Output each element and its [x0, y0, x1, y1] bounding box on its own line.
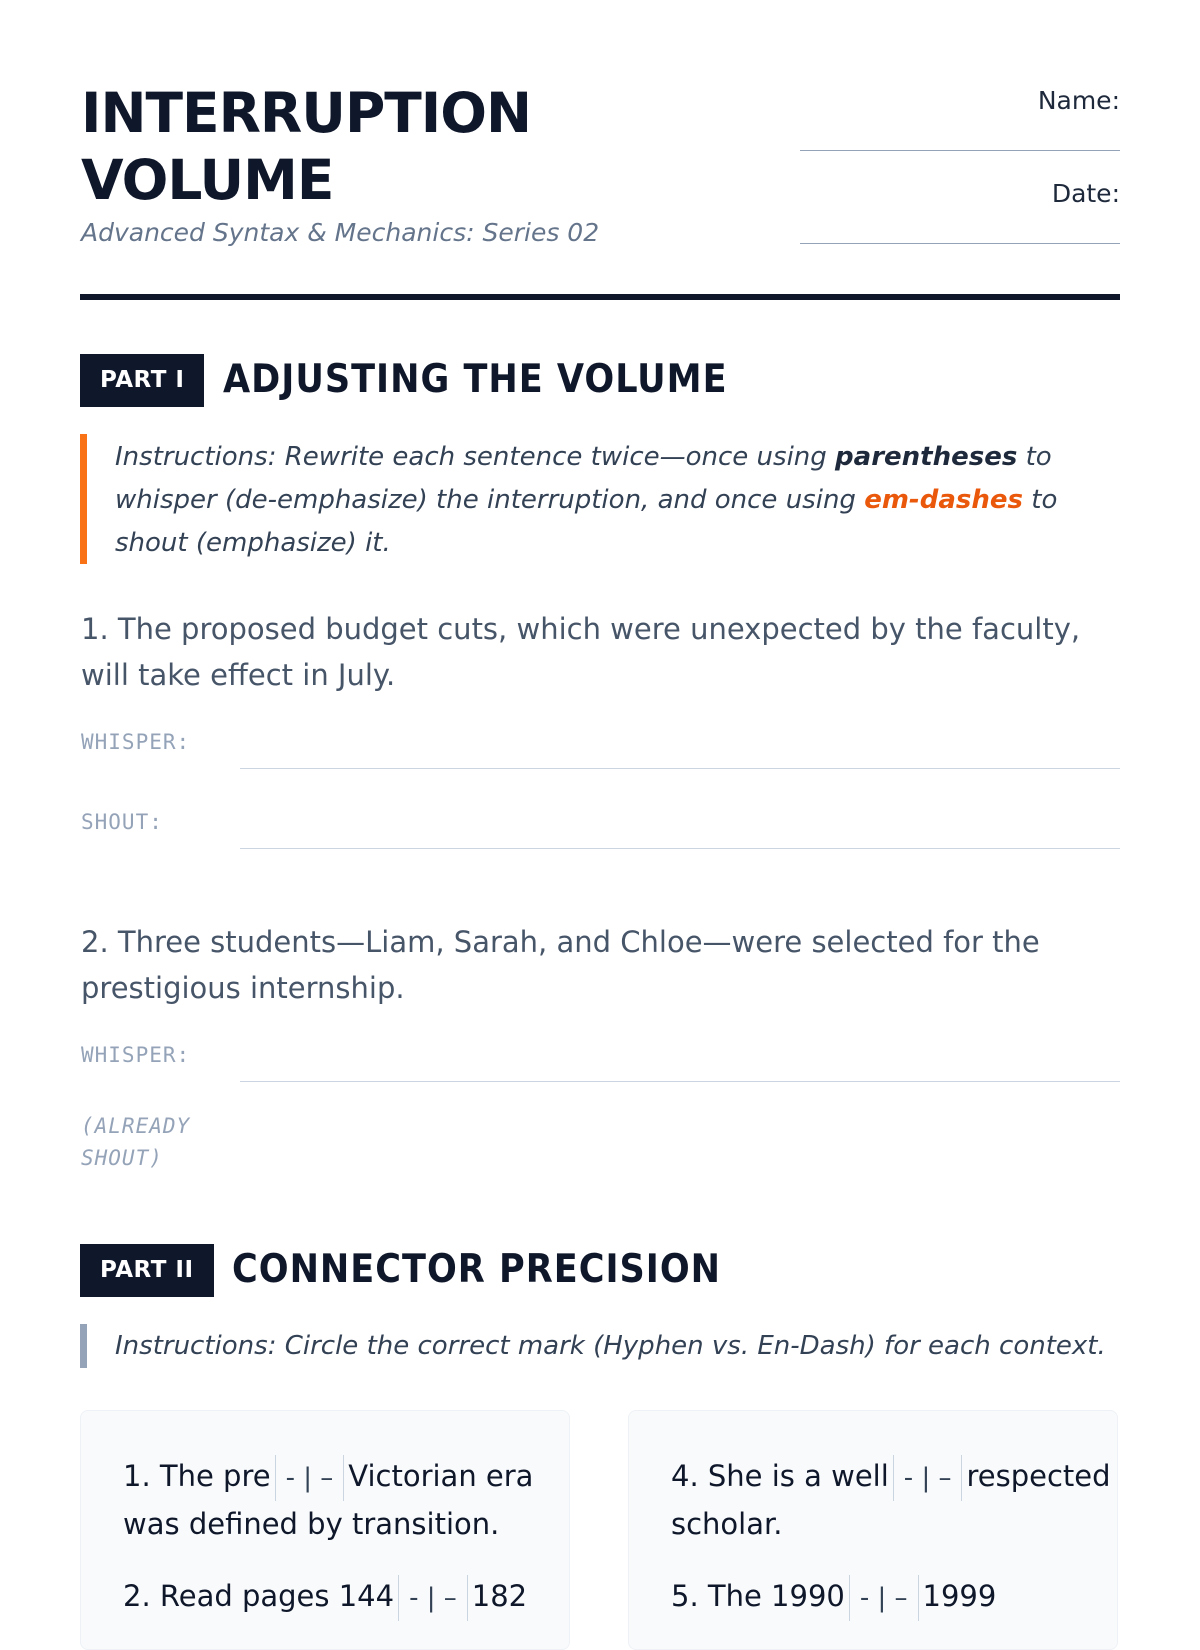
part-2-badge: PART II — [80, 1244, 214, 1297]
title-line-1: INTERRUPTION — [81, 81, 532, 145]
part-1-title: ADJUSTING THE VOLUME — [223, 357, 728, 402]
question-2-whisper-label: WHISPER: — [81, 1043, 191, 1067]
name-field-line[interactable] — [800, 150, 1120, 151]
question-2-already-shout-note: (ALREADY SHOUT) — [81, 1114, 191, 1170]
date-field-line[interactable] — [800, 243, 1120, 244]
connector-item-1 — [123, 1453, 563, 1547]
item-2-post: 182 — [471, 1579, 528, 1613]
connector-card-left — [80, 1410, 570, 1650]
item-5-post: 1999 — [922, 1579, 997, 1613]
connector-item-2 — [123, 1573, 563, 1621]
part-2-instruction-accent-bar — [80, 1324, 87, 1368]
item-4-post: respected scholar. — [671, 1459, 1111, 1541]
item-4-mark-choice[interactable]: - | – — [893, 1455, 963, 1501]
connector-card-right — [628, 1410, 1118, 1650]
part-1-badge: PART I — [80, 354, 204, 407]
question-1-whisper-answer-line[interactable] — [240, 768, 1120, 769]
worksheet-title — [81, 80, 721, 214]
title-line-2: VOLUME — [81, 148, 334, 212]
part-2-instructions: Instructions: Circle the correct mark (Hyphen vs. En-Dash) for each context. — [115, 1331, 1106, 1361]
instructions-text-mid: to whisper (de-emphasize) the interruption, and once using — [115, 442, 1052, 515]
question-1-whisper-label: WHISPER: — [81, 730, 191, 754]
item-5-pre: 5. The 1990 — [671, 1579, 845, 1613]
part-1-instructions — [115, 436, 1115, 565]
header-divider — [80, 294, 1120, 300]
instructions-text-post: to shout (emphasize) it. — [115, 485, 1058, 558]
instructions-text-pre: Instructions: Rewrite each sentence twice—once using — [115, 442, 836, 472]
part-2-title: CONNECTOR PRECISION — [232, 1247, 721, 1292]
connector-item-5 — [671, 1573, 1111, 1621]
question-1-text: 1. The proposed budget cuts, which were unexpected by the faculty, will take effect in July. — [81, 612, 1081, 692]
item-5-mark-choice[interactable]: - | – — [849, 1575, 919, 1621]
item-1-pre: 1. The pre — [123, 1459, 271, 1493]
instructions-parentheses-term: parentheses — [835, 442, 1018, 472]
worksheet-subtitle: Advanced Syntax & Mechanics: Series 02 — [81, 218, 600, 247]
item-2-pre: 2. Read pages 144 — [123, 1579, 395, 1613]
item-1-post: Victorian era was defined by transition. — [123, 1459, 534, 1541]
name-label: Name: — [1037, 86, 1120, 115]
question-2-text: 2. Three students—Liam, Sarah, and Chloe—were selected for the prestigious internship. — [81, 925, 1040, 1005]
item-1-mark-choice[interactable]: - | – — [275, 1455, 345, 1501]
instructions-emdash-term: em-dashes — [864, 485, 1023, 515]
question-1-shout-label: SHOUT: — [81, 810, 163, 834]
item-4-pre: 4. She is a well — [671, 1459, 889, 1493]
part-1-instruction-accent-bar — [80, 434, 87, 564]
question-1-shout-answer-line[interactable] — [240, 848, 1120, 849]
connector-item-4 — [671, 1453, 1111, 1547]
date-label: Date: — [1051, 179, 1120, 208]
question-2-whisper-answer-line[interactable] — [240, 1081, 1120, 1082]
item-2-mark-choice[interactable]: - | – — [398, 1575, 468, 1621]
